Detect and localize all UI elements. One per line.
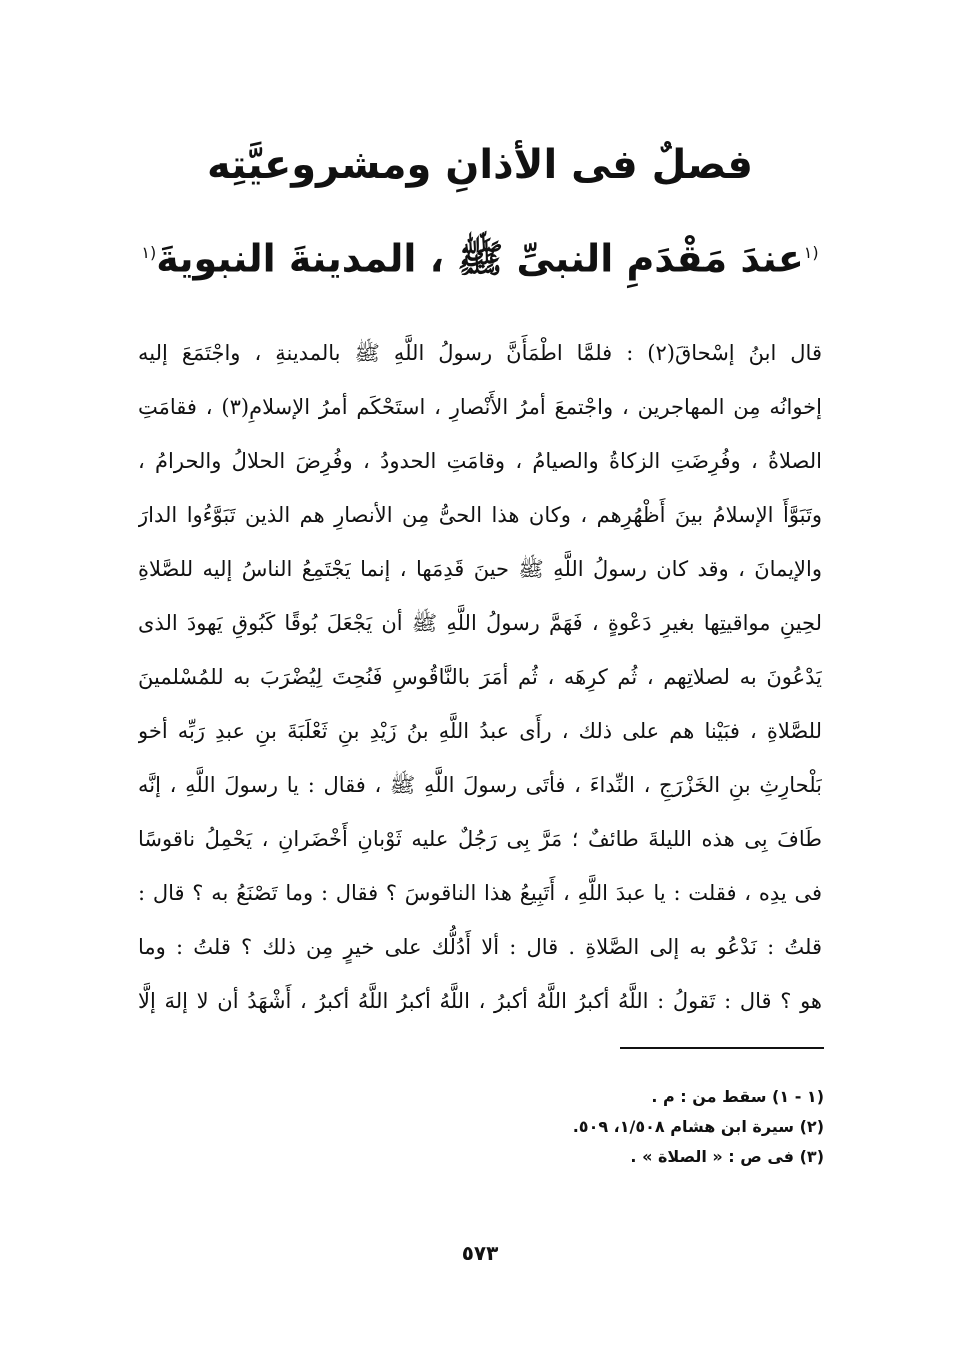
- body-line: وتَبَوَّأَ الإسلامُ بينَ أَظْهُرِهم ، وكان هذا الحىُّ مِن الأنصارِ هم الذين تَبَوَّءُوا الدارَ: [138, 503, 822, 527]
- chapter-subtitle: [140, 228, 820, 284]
- subtitle-note-mark-close: (١: [141, 243, 157, 262]
- footnote-2: (٢) سيرة ابن هشام ١/٥٠٨، ٥٠٩.: [572, 1117, 824, 1136]
- body-line: الصلاةُ ، وفُرِضَتِ الزكاةُ والصيامُ ، وقامَتِ الحدودُ ، وفُرِضَ الحلالُ والحرامُ ،: [138, 449, 822, 473]
- chapter-title: [140, 140, 820, 190]
- body-line: قال ابنُ إسْحاقَ(٢) : فلمَّا اطْمَأَنَّ رسولُ اللَّهِ ﷺ بالمدينةِ ، واجْتَمَعَ إليه: [138, 341, 822, 365]
- footnote-separator: [620, 1047, 824, 1049]
- body-line: يَدْعُونَ به لصلاتِهم ، ثُم كرِهَه ، ثُم أمَرَ بالنَّاقُوسِ فَنُحِتَ لِيُضْرَبَ به للمُسْلمينَ: [138, 665, 822, 689]
- body-line: هو ؟ قال : تَقولُ : اللَّهُ أكبرُ اللَّهُ أكبرُ ، اللَّهُ أكبرُ اللَّهُ أكبرُ ، أَشْهَدُ أن لا إلهَ إلَّا: [138, 989, 822, 1013]
- body-line: لحِينِ مواقيتِها بغيرِ دَعْوةٍ ، فَهَمَّ رسولُ اللَّهِ ﷺ أن يَجْعَلَ بُوقًا كَبُوقِ يَهودَ الذى: [138, 611, 822, 635]
- body-line: طَافَ بِى هذه الليلةَ طائفٌ ؛ مَرَّ بِى رَجُلٌ عليه ثَوْبانِ أَخْضَرانِ ، يَحْمِلُ ناقوسًا: [138, 827, 822, 851]
- chapter-title-text: فصلٌ فى الأذانِ ومشروعيَّتِه: [207, 142, 753, 188]
- footnote-1: (١ - ١) سقط من : م .: [651, 1087, 824, 1106]
- chapter-subtitle-text: عندَ مَقْدَمِ النبىِّ ﷺ ، المدينةَ النبويةَ: [156, 236, 804, 281]
- page-number: ٥٧٣: [461, 1241, 499, 1265]
- body-line: إخوانُه مِن المهاجرين ، واجْتمعَ أمرُ الأَنْصارِ ، استَحْكَم أمرُ الإسلامِ(٣) ، فقامَتِ: [138, 395, 822, 419]
- footnotes: [300, 1082, 824, 1172]
- body-line: بَلْحارِثِ بنِ الخَزْرَجِ ، النِّداءَ ، فأتَى رسولَ اللَّهِ ﷺ ، فقال : يا رسولَ اللَّهِ ، إنَّه: [138, 773, 822, 797]
- footnote-3: (٣) فى ص : « الصلاة » .: [630, 1147, 824, 1166]
- body-line: فى يدِه ، فقلت : يا عبدَ اللَّهِ ، أَتَبِيعُ هذا الناقوسَ ؟ فقال : وما تَصْنَعُ به ؟ قال :: [138, 881, 822, 905]
- body-text: [138, 326, 822, 1028]
- body-line: للصَّلاةِ ، فبَيْنا هم على ذلك ، رأَى عبدُ اللَّهِ بنُ زَيْدِ بنِ ثَعْلَبَةَ بنِ عبدِ رَبِّه أخو: [138, 719, 822, 743]
- subtitle-note-mark-open: (١: [803, 243, 819, 262]
- body-line: قلتُ : نَدْعُو به إلى الصَّلاةِ . قال : ألا أَدُلُّك على خيرٍ مِن ذلك ؟ قلتُ : وما: [138, 935, 822, 959]
- body-line: والإيمانَ ، وقد كان رسولُ اللَّهِ ﷺ حينَ قَدِمَها ، إنما يَجْتَمِعُ الناسُ إليه للصَّلاةِ: [138, 557, 822, 581]
